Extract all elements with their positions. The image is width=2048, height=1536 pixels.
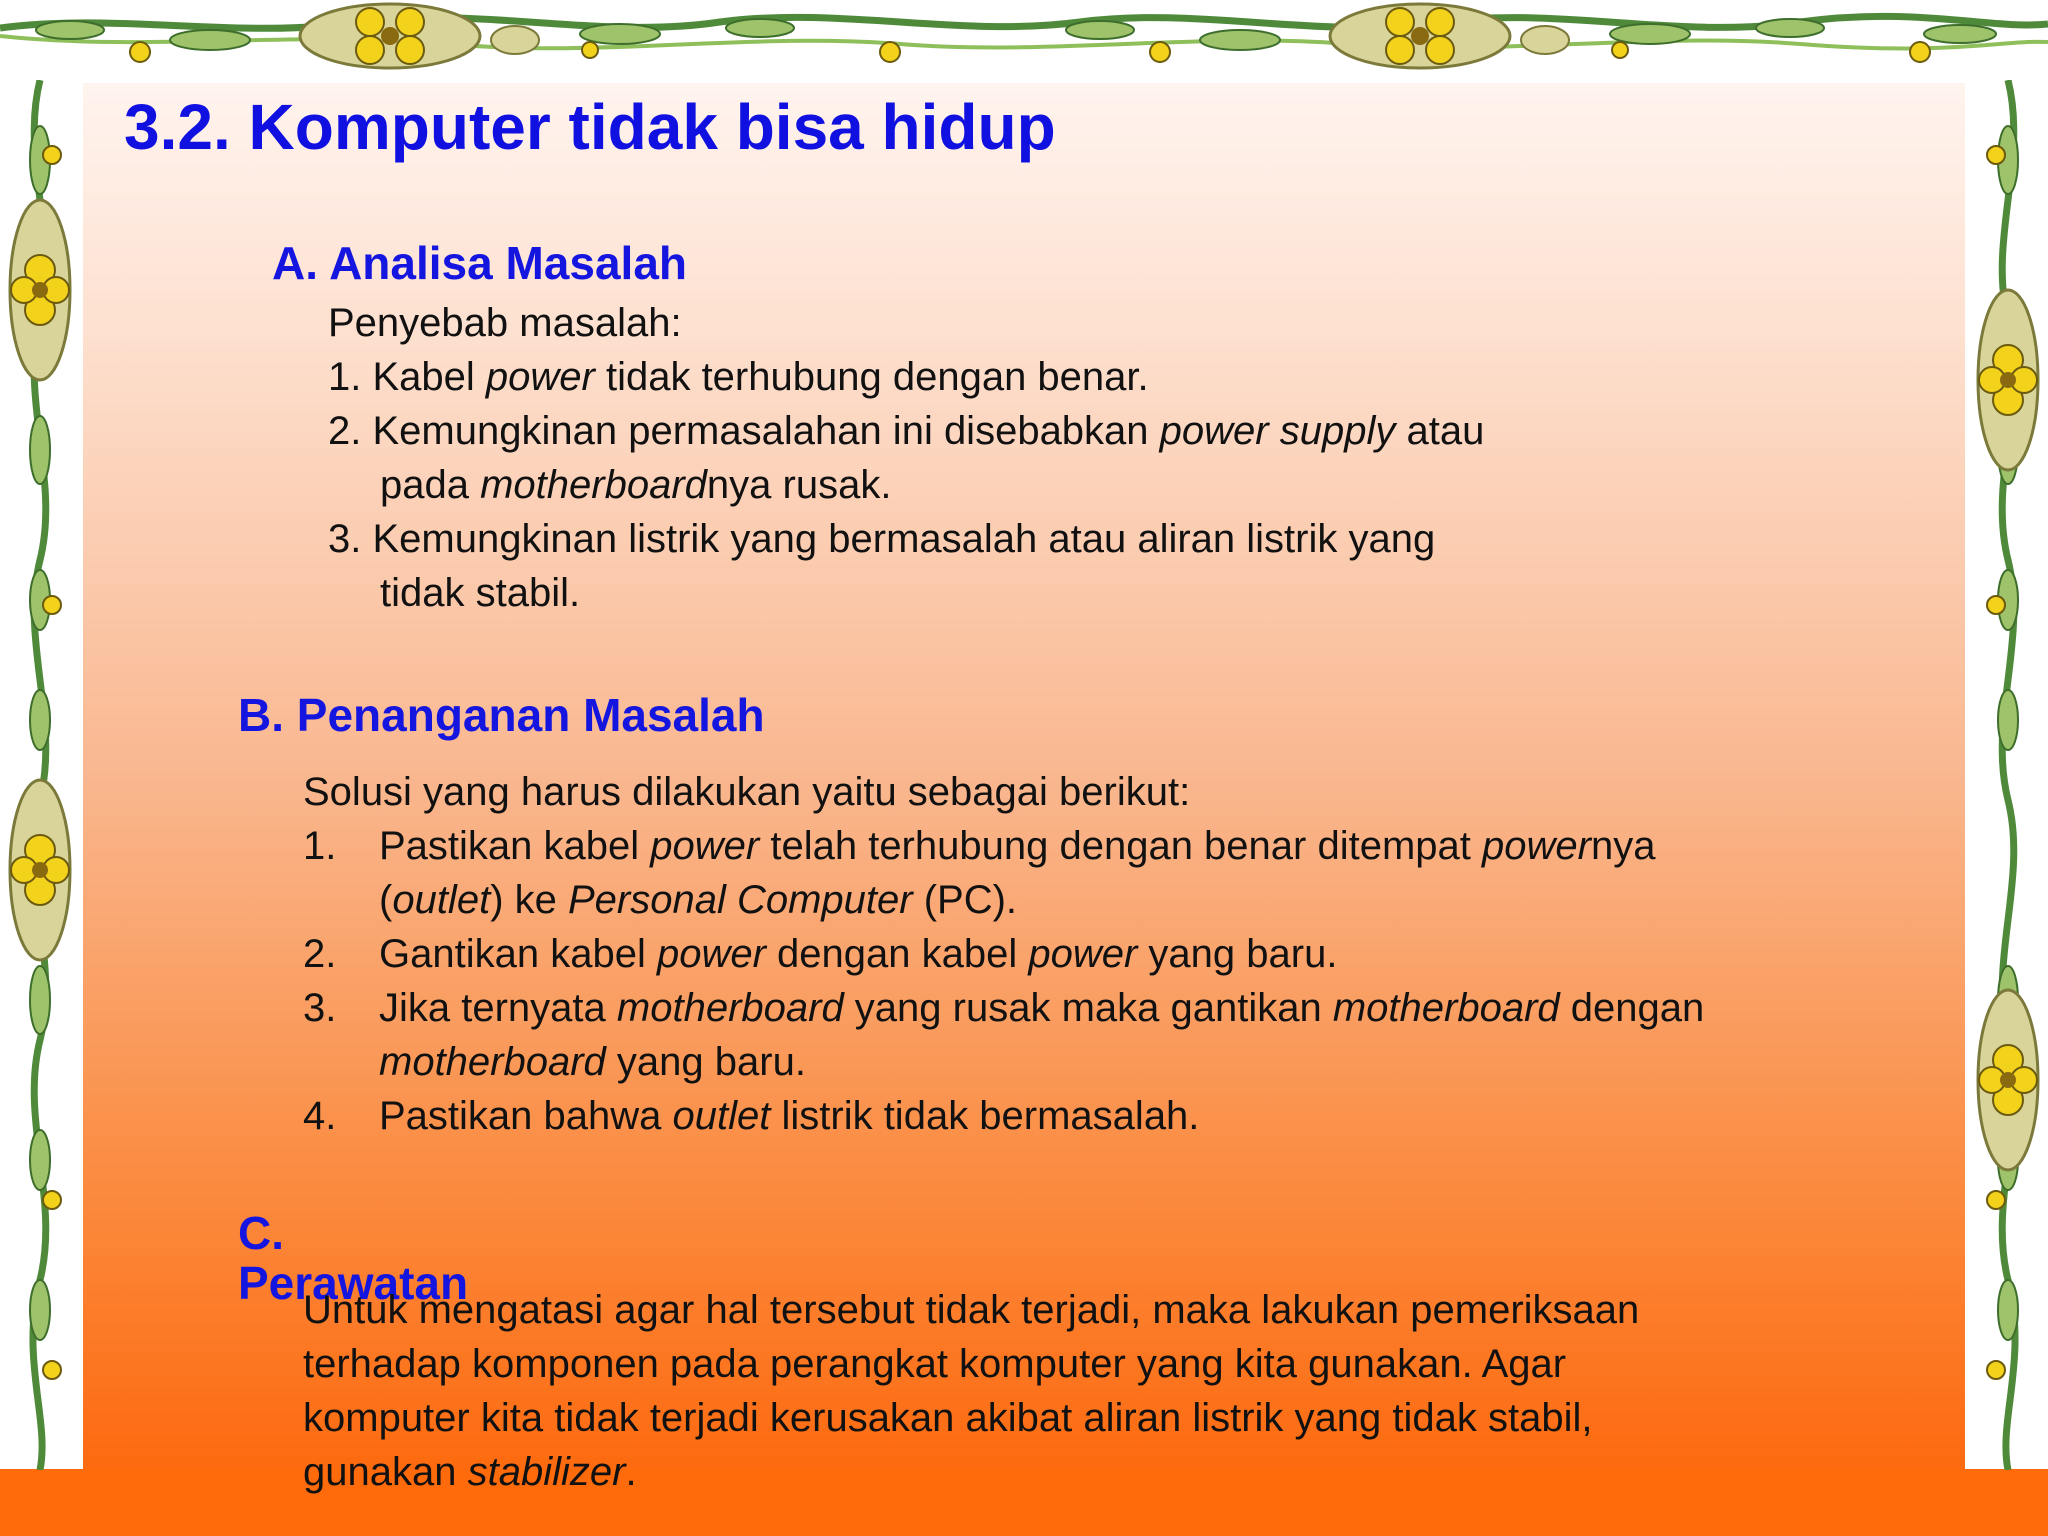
text-segment: yang rusak maka gantikan [843,986,1333,1030]
solution-list-item [303,819,1704,927]
text-segment: Pastikan bahwa [379,1094,673,1138]
text-segment: atau [1395,409,1485,453]
text-segment: listrik tidak bermasalah. [770,1094,1200,1138]
italic-text: Personal Computer [567,878,913,922]
text-segment: 1. Kabel [328,355,486,399]
section-a-body [328,296,1484,620]
italic-text: motherboard [480,463,707,507]
text-segment: pada [380,463,481,507]
floral-border-left-icon [0,80,85,1470]
text-line [303,1445,1639,1499]
italic-text: outlet [392,878,491,922]
italic-text: power supply [1159,409,1396,453]
text-line [303,927,1704,981]
section-b-body [303,765,1704,1143]
italic-text: power [1482,824,1591,868]
text-segment: tidak stabil. [380,571,581,615]
text-line [303,1391,1639,1445]
italic-text: power [650,824,760,868]
text-segment: nya [1590,824,1656,868]
list-number: 4. [303,1094,337,1138]
text-line [303,1337,1639,1391]
section-c-body [303,1283,1639,1499]
analysis-list-item [328,404,1484,512]
list-number: 1. [303,824,337,868]
section-b-intro: Solusi yang harus dilakukan yaitu sebagai berikut: [303,770,1191,814]
text-segment: ) ke [490,878,568,922]
text-line [328,566,1484,620]
text-line [328,350,1484,404]
solution-list-item [303,981,1704,1089]
section-a-intro: Penyebab masalah: [328,301,682,345]
analysis-list-item [328,350,1484,404]
list-number: 2. [303,932,337,976]
text-segment: Jika ternyata [379,986,617,1030]
text-line [303,1089,1704,1143]
text-segment: nya rusak. [706,463,892,507]
section-b-list [303,819,1704,1143]
text-segment: 2. Kemungkinan permasalahan ini disebabkan [328,409,1160,453]
section-c-heading-line1: C. [238,1207,284,1259]
italic-text: motherboard [616,986,844,1030]
text-line [303,819,1704,873]
list-number: 3. [303,986,337,1030]
text-segment: 3. Kemungkinan listrik yang bermasalah atau aliran listrik yang [328,517,1436,561]
section-b-heading: B. Penanganan Masalah [238,689,765,741]
italic-text: motherboard [379,1040,606,1084]
section-c-heading-line2: Perawatan [238,1257,469,1309]
text-segment: Pastikan kabel [379,824,651,868]
section-a-list [328,350,1484,620]
text-line [328,512,1484,566]
italic-text: stabilizer [467,1450,626,1494]
text-segment: dengan [1559,986,1705,1030]
text-segment: (PC). [912,878,1018,922]
section-a-heading: A. Analisa Masalah [272,237,688,289]
solution-list-item [303,1089,1704,1143]
floral-border-right-icon [1963,80,2048,1470]
text-line [328,458,1484,512]
text-segment: yang baru. [605,1040,806,1084]
italic-text: motherboard [1332,986,1560,1030]
text-segment: tidak terhubung dengan benar. [594,355,1149,399]
text-segment: Gantikan kabel [379,932,657,976]
text-segment: yang baru. [1137,932,1338,976]
text-segment: terhadap komponen pada perangkat komputer yang kita gunakan. Agar [303,1342,1567,1386]
text-segment: komputer kita tidak terjadi kerusakan akibat aliran listrik yang tidak stabil, [303,1396,1593,1440]
text-segment: telah terhubung dengan benar ditempat [759,824,1483,868]
text-segment: dengan kabel [765,932,1029,976]
italic-text: power [1028,932,1138,976]
text-segment: Untuk mengatasi agar hal tersebut tidak terjadi, maka lakukan pemeriksaan [303,1288,1640,1332]
italic-text: power [485,355,595,399]
text-line [303,1035,1704,1089]
text-segment: . [625,1450,637,1494]
text-line [303,1283,1639,1337]
slide-title: 3.2. Komputer tidak bisa hidup [124,91,1056,163]
analysis-list-item [328,512,1484,620]
text-segment: ( [379,878,393,922]
text-line [328,404,1484,458]
solution-list-item [303,927,1704,981]
text-segment: gunakan [303,1450,468,1494]
italic-text: power [656,932,766,976]
text-line [303,873,1704,927]
italic-text: outlet [672,1094,771,1138]
text-line [303,981,1704,1035]
floral-border-top-icon [0,0,2048,80]
